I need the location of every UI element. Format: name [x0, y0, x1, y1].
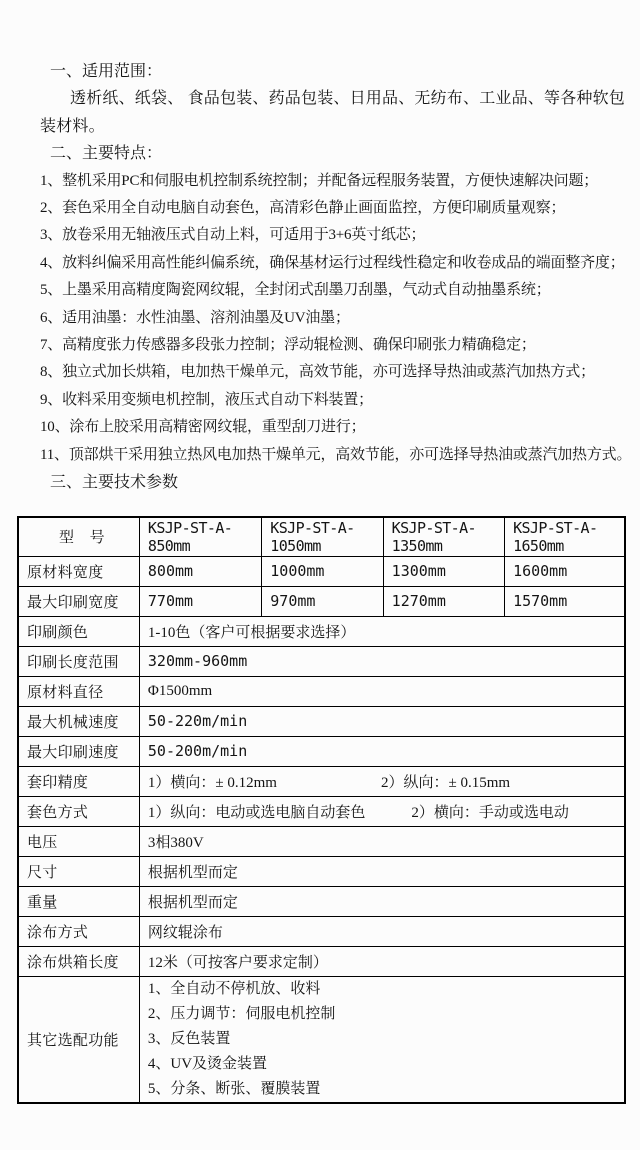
scope-paragraph: 透析纸、纸袋、 食品包装、药品包装、日用品、无纺布、工业品、等各种软包装材料。: [40, 90, 626, 135]
spec-label: 原材料宽度: [18, 556, 139, 586]
table-row-print-colors: [18, 616, 625, 646]
spec-value: 1-10色（客户可根据要求选择）: [139, 616, 625, 646]
spec-value: 1300mm: [383, 556, 504, 586]
spec-value: 1270mm: [383, 586, 504, 616]
feature-item: 2、套色采用全自动电脑自动套色，高清彩色静止画面监控，方便印刷质量观察；: [40, 200, 566, 217]
spec-value: 根据机型而定: [139, 856, 625, 886]
spec-label: 印刷长度范围: [18, 646, 139, 676]
spec-value: [139, 766, 625, 796]
spec-label: 印刷颜色: [18, 616, 139, 646]
spec-value: 320mm-960mm: [139, 646, 625, 676]
spec-value: 800mm: [139, 556, 261, 586]
feature-item: 9、收料采用变频电机控制，液压式自动下料装置；: [40, 391, 373, 408]
spec-label-model: 型 号: [18, 517, 139, 557]
spec-value: 1600mm: [505, 556, 625, 586]
register-accuracy-vertical: 2）纵向：± 0.15mm: [380, 774, 511, 791]
spec-value: 网纹辊涂布: [139, 916, 625, 946]
optional-function-line: 3、反色装置: [147, 1030, 231, 1047]
feature-item: 7、高精度张力传感器多段张力控制；浮动辊检测、确保印刷张力精确稳定；: [40, 337, 536, 354]
spec-label: 涂布方式: [18, 916, 139, 946]
spec-model-4: KSJP-ST-A-1650mm: [505, 517, 625, 557]
spec-table: [17, 516, 626, 1104]
register-mode-vertical: 1）纵向：电动或选电脑自动套色: [147, 804, 366, 821]
spec-label: 最大印刷速度: [18, 736, 139, 766]
spec-label: 套印精度: [18, 766, 139, 796]
feature-item: 8、独立式加长烘箱，电加热干燥单元，高效节能，亦可选择导热油或蒸汽加热方式；: [40, 364, 595, 381]
spec-model-3: KSJP-ST-A-1350mm: [383, 517, 504, 557]
register-accuracy-horizontal: 1）横向：± 0.12mm: [147, 774, 277, 791]
spec-value: 770mm: [139, 586, 261, 616]
table-row-print-length-range: [18, 646, 625, 676]
spec-label: 电压: [18, 826, 139, 856]
table-row-material-diameter: [18, 676, 625, 706]
spec-value: [139, 796, 625, 826]
feature-item: 11、顶部烘干采用独立热风电加热干燥单元，高效节能，亦可选择导热油或蒸汽加热方式。: [40, 446, 632, 463]
table-row-register-accuracy: [18, 766, 625, 796]
feature-item: 4、放料纠偏采用高性能纠偏系统，确保基材运行过程线性稳定和收卷成品的端面整齐度；: [40, 254, 625, 271]
spec-value: 970mm: [262, 586, 383, 616]
table-row-coating-mode: [18, 916, 625, 946]
table-row-register-mode: [18, 796, 625, 826]
spec-label: 套色方式: [18, 796, 139, 826]
spec-value: 50-200m/min: [139, 736, 625, 766]
feature-item: 3、放卷采用无轴液压式自动上料，可适用于3+6英寸纸芯；: [40, 227, 426, 244]
features-list: [40, 168, 632, 469]
table-row-voltage: [18, 826, 625, 856]
table-row-dimensions: [18, 856, 625, 886]
table-row-material-width: [18, 556, 625, 586]
section-features-heading: 二、主要特点：: [50, 145, 163, 163]
spec-model-2: KSJP-ST-A-1050mm: [262, 517, 383, 557]
spec-label: 尺寸: [18, 856, 139, 886]
table-row-weight: [18, 886, 625, 916]
table-row-max-print-width: [18, 586, 625, 616]
table-row-max-print-speed: [18, 736, 625, 766]
spec-value: 3相380V: [139, 826, 625, 856]
optional-function-line: 1、全自动不停机放、收料: [147, 980, 321, 997]
spec-value: Φ1500mm: [139, 676, 625, 706]
spec-value: 50-220m/min: [139, 706, 625, 736]
table-row-model: [18, 517, 625, 557]
section-parameters-heading: 三、主要技术参数: [50, 474, 179, 492]
feature-item: 6、适用油墨：水性油墨、溶剂油墨及UV油墨；: [40, 309, 350, 326]
feature-item: 5、上墨采用高精度陶瓷网纹辊，全封闭式刮墨刀刮墨，气动式自动抽墨系统；: [40, 282, 551, 299]
optional-function-line: 2、压力调节：伺服电机控制: [147, 1005, 336, 1022]
spec-model-1: KSJP-ST-A-850mm: [139, 517, 261, 557]
table-row-optional-functions: [18, 976, 625, 1103]
spec-label: 重量: [18, 886, 139, 916]
spec-value: 根据机型而定: [139, 886, 625, 916]
section-scope-heading: 一、适用范围：: [50, 63, 163, 80]
spec-label: 最大印刷宽度: [18, 586, 139, 616]
spec-value: 1000mm: [262, 556, 383, 586]
table-row-coating-oven-length: [18, 946, 625, 976]
feature-item: 1、整机采用PC和伺服电机控制系统控制；并配备远程服务装置，方便快速解决问题；: [40, 172, 599, 189]
spec-label: 其它选配功能: [18, 976, 139, 1103]
table-row-max-mech-speed: [18, 706, 625, 736]
spec-value: 1570mm: [505, 586, 625, 616]
spec-label: 原材料直径: [18, 676, 139, 706]
optional-function-line: 5、分条、断张、覆膜装置: [147, 1080, 321, 1097]
register-mode-horizontal: 2）横向：手动或选电动: [411, 804, 569, 821]
spec-value-optional-functions: [139, 976, 625, 1103]
optional-function-line: 4、UV及烫金装置: [147, 1055, 268, 1072]
spec-label: 最大机械速度: [18, 706, 139, 736]
spec-label: 涂布烘箱长度: [18, 946, 139, 976]
feature-item: 10、涂布上胶采用高精密网纹辊，重型刮刀进行；: [40, 419, 366, 436]
spec-value: 12米（可按客户要求定制）: [139, 946, 625, 976]
